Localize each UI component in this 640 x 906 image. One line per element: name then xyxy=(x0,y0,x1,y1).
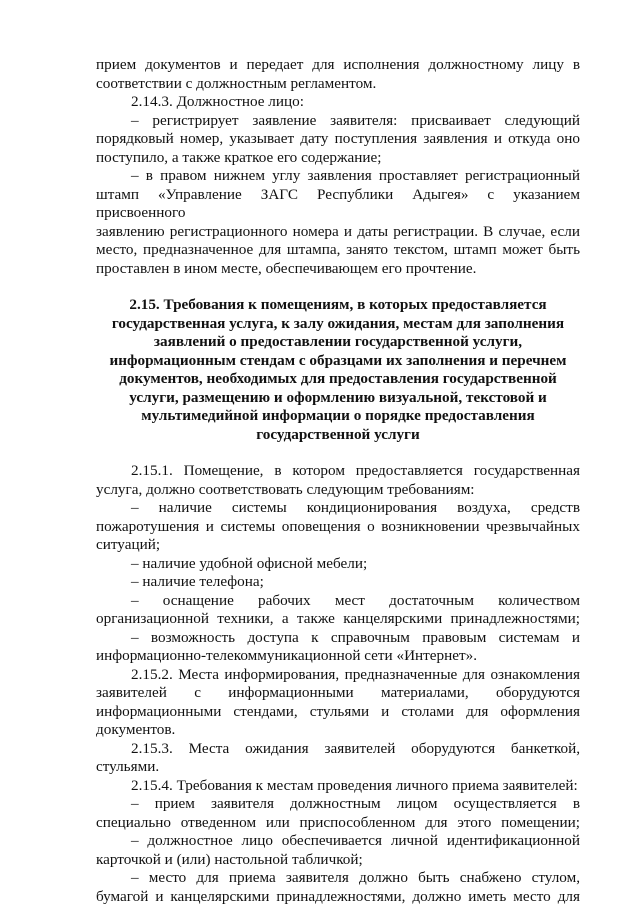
text-line: 2.15.4. Требования к местам проведения личного приема заявителей: xyxy=(96,777,580,796)
text-line: поступило, а также краткое его содержание; xyxy=(96,149,580,168)
section-2-15-text xyxy=(96,462,580,906)
text-line: порядковый номер, указывает дату поступления заявления и откуда оно xyxy=(96,130,580,149)
heading-line: государственной услуги xyxy=(96,426,580,445)
text-line: штамп «Управление ЗАГС Республики Адыгея» с указанием присвоенного xyxy=(96,186,580,223)
text-line: стульями. xyxy=(96,758,580,777)
text-line: соответствии с должностным регламентом. xyxy=(96,75,580,94)
section-2-15-heading xyxy=(96,296,580,444)
text-line: – наличие телефона; xyxy=(96,573,580,592)
text-line: 2.15.3. Места ожидания заявителей оборудуются банкеткой, xyxy=(96,740,580,759)
text-line: проставлен в ином месте, обеспечивающем его прочтение. xyxy=(96,260,580,279)
spacer xyxy=(96,444,580,462)
text-line: карточкой и (или) настольной табличкой; xyxy=(96,851,580,870)
heading-line: документов, необходимых для предоставления государственной xyxy=(96,370,580,389)
text-line: услуга, должно соответствовать следующим требованиям: xyxy=(96,481,580,500)
text-line: заявителей с информационными материалами, оборудуются xyxy=(96,684,580,703)
text-line: документов. xyxy=(96,721,580,740)
text-line: информационно-телекоммуникационной сети «Интернет». xyxy=(96,647,580,666)
document-page xyxy=(96,56,580,906)
heading-line: государственная услуга, к залу ожидания, местам для заполнения xyxy=(96,315,580,334)
heading-line: заявлений о предоставлении государственной услуги, xyxy=(96,333,580,352)
text-line: – прием заявителя должностным лицом осуществляется в xyxy=(96,795,580,814)
text-line: 2.15.1. Помещение, в котором предоставляется государственная xyxy=(96,462,580,481)
heading-line: мультимедийной информации о порядке предоставления xyxy=(96,407,580,426)
text-line: заявлению регистрационного номера и даты регистрации. В случае, если xyxy=(96,223,580,242)
spacer xyxy=(96,278,580,296)
heading-line: 2.15. Требования к помещениям, в которых предоставляется xyxy=(96,296,580,315)
text-line: – возможность доступа к справочным правовым системам и xyxy=(96,629,580,648)
text-line: пожаротушения и системы оповещения о возникновении чрезвычайных xyxy=(96,518,580,537)
text-line: бумагой и канцелярскими принадлежностями, должно иметь место для xyxy=(96,888,580,906)
text-line: информационными стендами, стульями и столами для оформления xyxy=(96,703,580,722)
text-line: организационной техники, а также канцелярскими принадлежностями; xyxy=(96,610,580,629)
heading-line: услуги, размещению и оформлению визуальной, текстовой и xyxy=(96,389,580,408)
text-line: – наличие удобной офисной мебели; xyxy=(96,555,580,574)
text-line: ситуаций; xyxy=(96,536,580,555)
text-line: 2.14.3. Должностное лицо: xyxy=(96,93,580,112)
text-line: – оснащение рабочих мест достаточным количеством xyxy=(96,592,580,611)
text-line: – должностное лицо обеспечивается личной идентификационной xyxy=(96,832,580,851)
section-2-14-text xyxy=(96,56,580,278)
heading-line: информационным стендам с образцами их заполнения и перечнем xyxy=(96,352,580,371)
text-line: 2.15.2. Места информирования, предназначенные для ознакомления xyxy=(96,666,580,685)
text-line: – регистрирует заявление заявителя: присваивает следующий xyxy=(96,112,580,131)
text-line: – наличие системы кондиционирования воздуха, средств xyxy=(96,499,580,518)
text-line: – в правом нижнем углу заявления проставляет регистрационный xyxy=(96,167,580,186)
text-line: – место для приема заявителя должно быть снабжено стулом, xyxy=(96,869,580,888)
text-line: специально отведенном или приспособленном для этого помещении; xyxy=(96,814,580,833)
text-line: место, предназначенное для штампа, занято текстом, штамп может быть xyxy=(96,241,580,260)
text-line: прием документов и передает для исполнения должностному лицу в xyxy=(96,56,580,75)
